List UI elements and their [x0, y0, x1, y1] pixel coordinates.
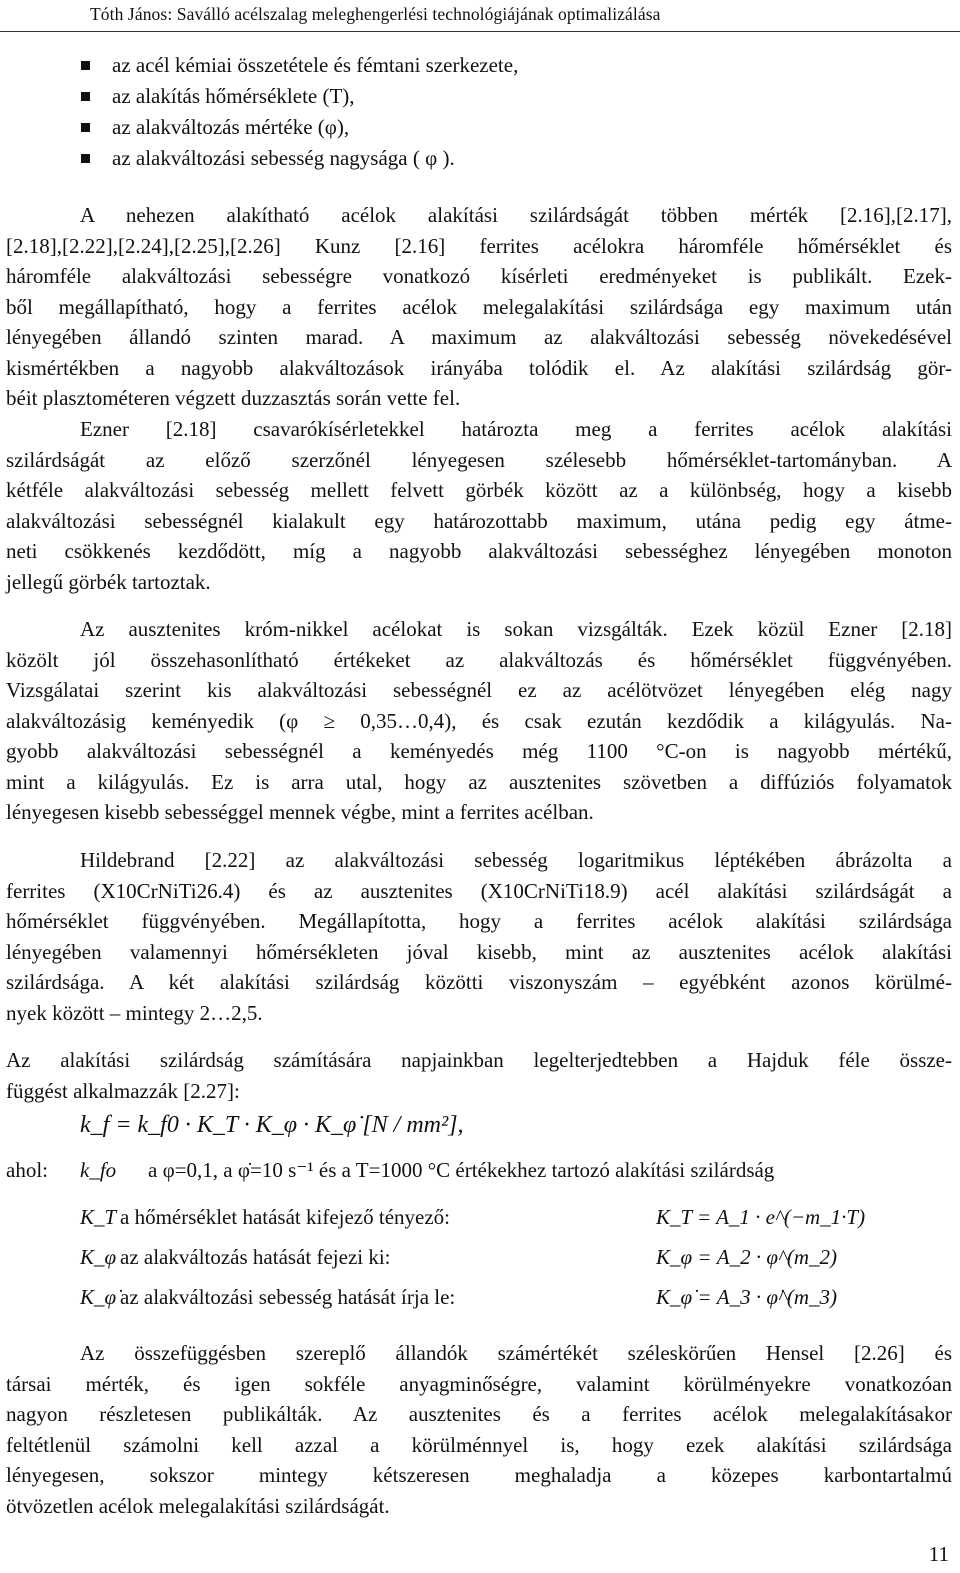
- def-text-kphi: az alakváltozás hatását fejezi ki:: [120, 1245, 391, 1269]
- paragraph-1: A nehezen alakítható acélok alakítási szilárdságát többen mérték [2.16],[2.17], [2.18],[2.22],[2.24],[2.25],[2.26] Kunz [2.16] ferrites acélokra háromféle hőmérséklet és háromféle alakváltozási sebességre vonatkozó kísérleti eredményeket is publikált. Ezek- ből megállapítható, hogy a ferrites acélok melegalakítási szilárdsága egy maximum után lényegében állandó szinten marad. A maximum az alakváltozási sebesség növekedésével kismértékben a nagyobb alakváltozások irányába tolódik el. Az alakítási szilárdság gör- béit plasztométeren végzett duzzasztás során vette fel.: [6, 203, 952, 410]
- bullet-list: [80, 50, 518, 174]
- def-text-kphidot: az alakváltozási sebesség hatását írja le:: [120, 1285, 456, 1309]
- def-symbol-kf0: k_fo: [80, 1158, 117, 1182]
- def-text-kt: a hőmérséklet hatását kifejező tényező:: [120, 1205, 451, 1229]
- bullet-square-icon: [81, 92, 90, 101]
- page-number: 11: [928, 1542, 949, 1566]
- def-eq-kphidot: K_φ̇ = A_3 · φ̇^(m_3): [656, 1285, 838, 1309]
- paragraph-5: Az alakítási szilárdság számítására napjainkban legelterjedtebben a Hajduk féle össze- függést alkalmazzák [2.27]:: [6, 1048, 952, 1103]
- paragraph-4: Hildebrand [2.22] az alakváltozási sebesség logaritmikus léptékében ábrázolta a ferrites (X10CrNiTi26.4) és az ausztenites (X10CrNiTi18.9) acél alakítási szilárdságát a hőmérséklet függvényében. Megállapította, hogy a ferrites acélok alakítási szilárdsága lényegében valamennyi hőmérsékleten jóval kisebb, mint az ausztenites acélok alakítási szilárdsága. A két alakítási szilárdság közötti viszonyszám – egyébként azonos körülmé- nyek között – mintegy 2…2,5.: [6, 848, 952, 1025]
- def-symbol-kt: K_T: [80, 1205, 117, 1229]
- running-header: Tóth János: Saválló acélszalag meleghengerlési technológiájának optimalizálása: [90, 4, 661, 24]
- def-eq-kt: K_T = A_1 · e^(−m_1·T): [656, 1205, 866, 1229]
- def-symbol-kphi: K_φ: [80, 1245, 117, 1269]
- main-formula: k_f = k_f0 · K_T · K_φ · K_φ̇ [N / mm²],: [80, 1112, 464, 1138]
- def-text-kf0: a φ=0,1, a φ̇=10 s⁻¹ és a T=1000 °C értékekhez tartozó alakítási szilárdság: [148, 1158, 775, 1182]
- list-item: az alakváltozási sebesség nagysága ( φ ).: [80, 143, 518, 174]
- bullet-square-icon: [81, 123, 90, 132]
- paragraph-3: Az ausztenites króm-nikkel acélokat is sokan vizsgálták. Ezek közül Ezner [2.18] közölt jól összehasonlítható értékeket az alakváltozás és hőmérséklet függvényében. Vizsgálatai szerint kis alakváltozási sebességnél ez az acélötvözet lényegében elég nagy alakváltozásig keményedik (φ ≥ 0,35…0,4), és csak ezután kezdődik a kilágyulás. Na- gyobb alakváltozási sebességnél a keményedés még 1100 °C-on is nagyobb mértékű, mint a kilágyulás. Ez is arra utal, hogy az ausztenites szövetben a diffúziós folyamatok lényegesen kisebb sebességgel mennek végbe, mint a ferrites acélban.: [6, 617, 952, 824]
- bullet-square-icon: [81, 61, 90, 70]
- paragraph-2: Ezner [2.18] csavarókísérletekkel határozta meg a ferrites acélok alakítási szilárdságát az előző szerzőnél lényegesen szélesebb hőmérséklet-tartományban. A kétféle alakváltozási sebesség mellett felvett görbék között az a különbség, hogy a kisebb alakváltozási sebességnél kialakult egy határozottabb maximum, utána pedig egy átme- neti csökkenés kezdődött, míg a nagyobb alakváltozási sebességhez lényegében monoton jellegű görbék tartoztak.: [6, 417, 952, 594]
- list-item: az acél kémiai összetétele és fémtani szerkezete,: [80, 50, 518, 81]
- header-rule: [0, 31, 960, 32]
- list-item: az alakítás hőmérséklete (T),: [80, 81, 518, 112]
- def-symbol-kphidot: K_φ̇: [80, 1285, 117, 1309]
- ahol-label: ahol:: [6, 1158, 48, 1182]
- def-eq-kphi: K_φ = A_2 · φ^(m_2): [656, 1245, 838, 1269]
- bullet-square-icon: [81, 154, 90, 163]
- paragraph-6: Az összefüggésben szereplő állandók számértékét széleskörűen Hensel [2.26] és társai mérték, és igen sokféle anyagminőségre, valamint körülményekre vonatkozóan nagyon részletesen publikálták. Az ausztenites és a ferrites acélok melegalakításakor feltétlenül számolni kell azzal a körülménnyel is, hogy ezek alakítási szilárdsága lényegesen, sokszor mintegy kétszeresen meghaladja a közepes karbontartalmú ötvözetlen acélok melegalakítási szilárdságát.: [6, 1341, 952, 1518]
- list-item: az alakváltozás mértéke (φ),: [80, 112, 518, 143]
